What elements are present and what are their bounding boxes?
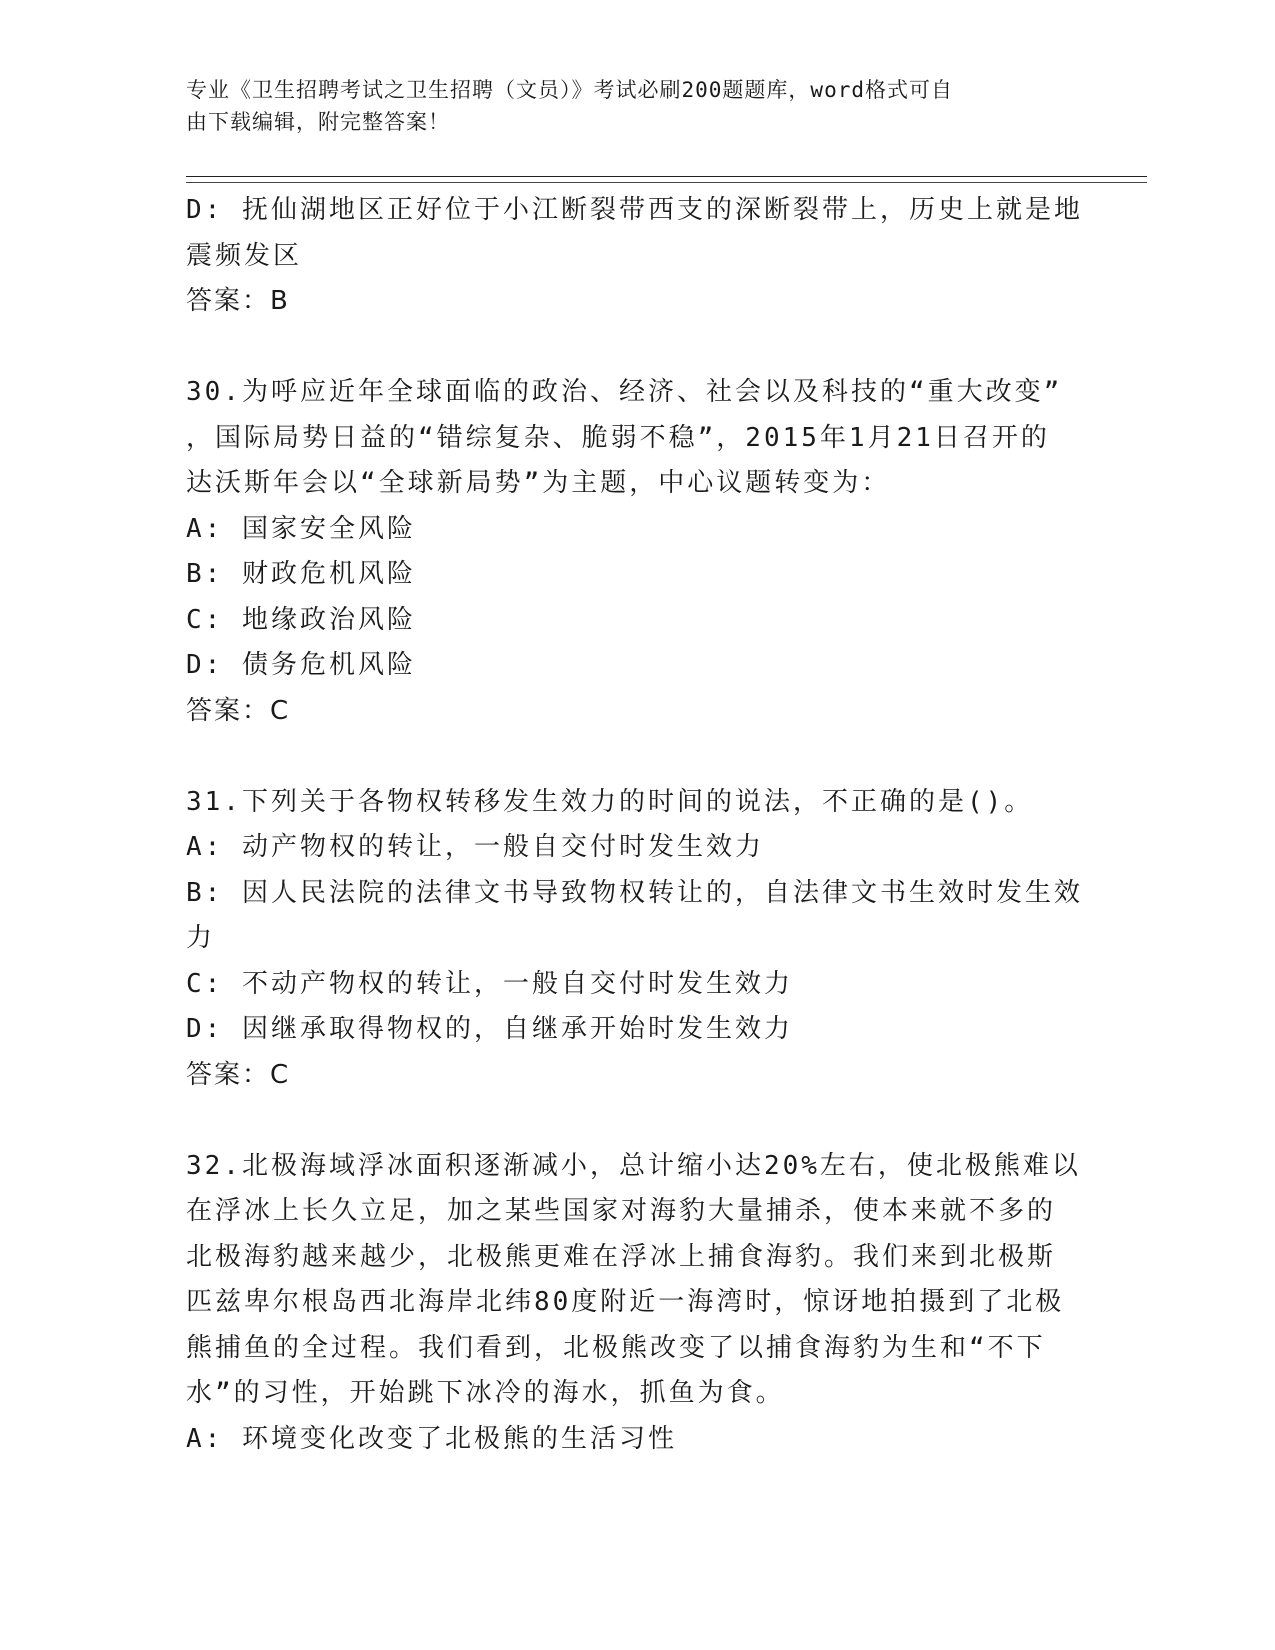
spacer xyxy=(186,1098,1086,1144)
answer-label: 答案：C xyxy=(186,1059,291,1090)
question-stem-line: 熊捕鱼的全过程。我们看到，北极熊改变了以捕食海豹为生和“不下 xyxy=(186,1332,1046,1363)
option-a: A: 环境变化改变了北极熊的生活习性 xyxy=(186,1423,677,1454)
header-divider-thin xyxy=(186,182,1147,183)
question-stem-line: 30.为呼应近年全球面临的政治、经济、社会以及科技的“重大改变” xyxy=(186,377,1063,407)
option-b-line-2: 力 xyxy=(186,923,216,953)
question-content xyxy=(186,188,1086,1462)
previous-question-tail xyxy=(186,188,1086,325)
question-stem-line: 北极海豹越来越少，北极熊更难在浮冰上捕食海豹。我们来到北极斯 xyxy=(186,1241,1057,1272)
option-d-line-1: D: 抚仙湖地区正好位于小江断裂带西支的深断裂带上，历史上就是地 xyxy=(186,195,1083,225)
option-d: D: 因继承取得物权的，自继承开始时发生效力 xyxy=(186,1014,793,1044)
spacer xyxy=(186,325,1086,371)
header-title-line-2: 由下载编辑，附完整答案！ xyxy=(186,110,450,134)
question-30 xyxy=(186,370,1086,734)
question-stem-line: 32.北极海域浮冰面积逐渐减小，总计缩小达20%左右，使北极熊难以 xyxy=(186,1150,1081,1181)
question-stem-line: 31.下列关于各物权转移发生效力的时间的说法，不正确的是()。 xyxy=(186,786,1034,817)
question-32 xyxy=(186,1144,1086,1463)
document-header xyxy=(186,74,1066,138)
option-d: D: 债务危机风险 xyxy=(186,650,416,680)
question-stem-line: 水”的习性，开始跳下冰冷的海水，抓鱼为食。 xyxy=(186,1378,785,1408)
option-d-line-2: 震频发区 xyxy=(186,240,303,271)
option-b-line-1: B: 因人民法院的法律文书导致物权转让的，自法律文书生效时发生效 xyxy=(186,877,1083,908)
answer-label: 答案：B xyxy=(186,286,290,316)
option-b: B: 财政危机风险 xyxy=(186,559,416,589)
option-c: C: 不动产物权的转让，一般自交付时发生效力 xyxy=(186,968,793,999)
option-a: A: 动产物权的转让，一般自交付时发生效力 xyxy=(186,832,764,862)
spacer xyxy=(186,734,1086,780)
question-stem-line: 达沃斯年会以“全球新局势”为主题，中心议题转变为： xyxy=(186,468,891,498)
option-a: A: 国家安全风险 xyxy=(186,513,416,544)
question-31 xyxy=(186,780,1086,1099)
header-title-line-1: 专业《卫生招聘考试之卫生招聘（文员）》考试必刷200题题库，word格式可自 xyxy=(186,78,953,102)
header-divider-thick xyxy=(186,176,1147,177)
question-stem-line: ，国际局势日益的“错综复杂、脆弱不稳”，2015年1月21日召开的 xyxy=(186,422,1050,453)
option-c: C: 地缘政治风险 xyxy=(186,604,416,635)
question-stem-line: 在浮冰上长久立足，加之某些国家对海豹大量捕杀，使本来就不多的 xyxy=(186,1196,1057,1226)
question-stem-line: 匹兹卑尔根岛西北海岸北纬80度附近一海湾时，惊讶地拍摄到了北极 xyxy=(186,1287,1065,1317)
answer-label: 答案：C xyxy=(186,695,291,726)
